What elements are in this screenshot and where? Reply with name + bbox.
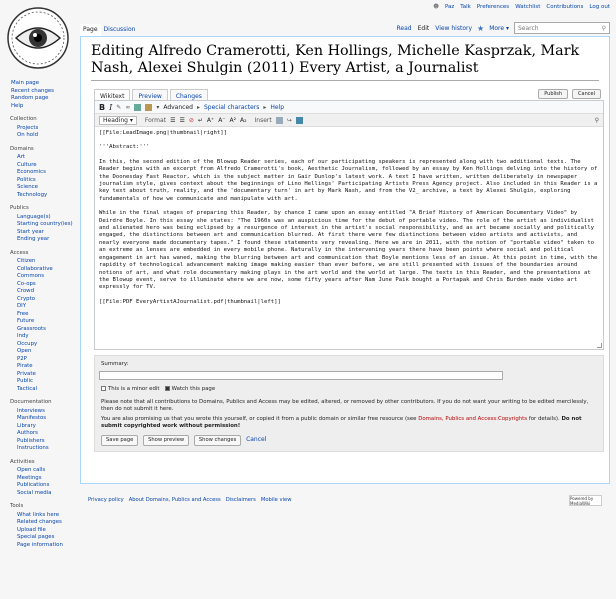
chevron-down-icon: ▾	[156, 103, 160, 111]
advanced-menu[interactable]: Advanced	[163, 103, 193, 111]
resize-grip[interactable]	[597, 343, 602, 348]
cancel-top-button[interactable]: Cancel	[572, 89, 601, 99]
talk-link[interactable]: Talk	[460, 4, 471, 10]
toolbar-advanced	[95, 114, 603, 127]
reference-icon[interactable]	[145, 104, 152, 111]
edit-buttons	[101, 435, 599, 446]
sidebar-section	[0, 250, 80, 394]
sidebar-heading: Access	[10, 249, 29, 256]
search-icon[interactable]: ⚲	[601, 24, 606, 32]
text-paragraph: While in the final stages of preparing this Reader, by chance I came upon an essay entitled "A Brief History of American Documentary Video" by Deirdre Boyle. In this essay she states: "The 1960s was an auspicious time for the debut of portable video. The role of the artist as individualist and alienated hero was being eclipsed by a resurgence of interest in the artist's social responsibility, and as art became socially and politically engaged, the distinctions between art and communication blurred. At first there were few distinctions between video artists and activists, and nearly everyone made documentary tapes." I found these statements very revealing. Here we are in 2011, with the notion of "portable video" taken to an extreme as lenses are embedded in every mobile phone. Naturally in the intervening years there have been points where social and political engagement in art has waned, making the blurring between art and communication that Boyle mentions less of an issue. At this point in time, with the rapidity of technological advancement making image making easier than ever before, we are still presented with issues of the boundaries around notions of art, and what role documentary making plays in the art world and the world at large. The texts in this Reader, and the presentations at the Blowup event, serve to illuminate where we are now, some fifty years after Nam June Paik bought a Portapak and Chris Burden made video art expressly for TV.	[99, 210, 601, 291]
sidebar-item[interactable]: Interviews	[17, 407, 45, 414]
format-label: Format	[144, 116, 167, 124]
wikitext-textarea[interactable]	[95, 127, 603, 349]
cancel-link[interactable]: Cancel	[246, 436, 267, 443]
sidebar-item[interactable]: P2P	[17, 355, 27, 362]
superscript-icon[interactable]: A²	[229, 116, 236, 124]
sidebar-item[interactable]: Future	[17, 318, 35, 324]
save-button[interactable]: Save page	[101, 435, 138, 446]
text-line: '''Abstract:'''	[99, 144, 150, 151]
sidebar-item[interactable]: Occupy	[17, 340, 38, 347]
search-placeholder: Search	[518, 24, 539, 32]
sidebar-item[interactable]: Manifestos	[17, 415, 47, 421]
sidebar-item[interactable]: Co-ops	[17, 280, 36, 287]
sidebar-item[interactable]: Pirate	[17, 363, 33, 369]
table-icon[interactable]	[296, 117, 303, 124]
sidebar-navigation	[0, 80, 80, 110]
sidebar-item[interactable]: Random page	[11, 95, 49, 101]
namespace-tabs	[80, 24, 138, 36]
image-icon[interactable]	[134, 104, 141, 111]
sidebar-heading: Domains	[10, 145, 34, 152]
more-label: More	[489, 24, 505, 32]
sidebar-item[interactable]: Starting country(ies)	[17, 221, 73, 227]
summary-label: Summary:	[101, 361, 129, 367]
chevron-right-icon: ▸	[196, 103, 200, 111]
site-logo[interactable]	[6, 6, 70, 70]
chevron-down-icon: ▾	[129, 116, 133, 124]
sidebar-item[interactable]: Economics	[17, 169, 46, 175]
content-area	[80, 36, 610, 484]
sidebar-section	[0, 503, 80, 549]
mobile-view-link[interactable]: Mobile view	[260, 497, 292, 503]
watch-star-icon[interactable]: ★	[477, 23, 485, 33]
sidebar-item[interactable]: What links here	[17, 511, 60, 518]
powered-by-badge[interactable]: Powered by MediaWiki	[569, 495, 602, 506]
sidebar-item[interactable]: Grassroots	[17, 325, 46, 332]
sidebar-item[interactable]: Citizen	[17, 258, 36, 264]
tab-page[interactable]: Page	[80, 24, 101, 36]
watchlist-link[interactable]: Watchlist	[515, 4, 541, 10]
sidebar-item[interactable]: Start year	[17, 228, 44, 235]
show-changes-button[interactable]: Show changes	[194, 435, 241, 446]
logout-link[interactable]: Log out	[589, 4, 610, 10]
disclaimers-link[interactable]: Disclaimers	[225, 497, 256, 503]
gallery-icon[interactable]	[276, 117, 283, 124]
copyright-notice	[101, 416, 599, 430]
edit-options	[94, 355, 604, 452]
chevron-right-icon: ▸	[263, 103, 267, 111]
watch-page-label: Watch this page	[171, 386, 216, 392]
sidebar-item[interactable]: Crypto	[17, 295, 36, 302]
sidebar-section	[0, 146, 80, 200]
tab-edit[interactable]: Edit	[417, 24, 430, 32]
minor-edit-checkbox[interactable]	[101, 386, 106, 391]
sidebar-item[interactable]: Main page	[11, 80, 40, 86]
view-tabs	[396, 22, 610, 34]
personal-tools	[433, 4, 610, 10]
heading-label: Heading	[103, 116, 128, 124]
sidebar-item[interactable]: Open calls	[17, 467, 46, 473]
bold-icon[interactable]: B	[99, 102, 106, 112]
tab-read[interactable]: Read	[396, 24, 412, 32]
footer-links	[88, 497, 291, 503]
sidebar-item[interactable]: Public	[17, 378, 33, 384]
copyright-warning: Do not submit copyrighted work without permission!	[101, 416, 582, 429]
text-paragraph: In this, the second edition of the Blowup Reader series, each of our participating speakers is represented along with two additional texts. The Reader begins with an excerpt from Alfredo Cramerotti's book, Aesthetic Journalism, followed by an essay by Ken Hollings delving into the history of the Doonesday Fast Reactor, which is the subject matter in Gair Dunlop's latest work. A text I have written, written deliberately in newspaper journalism style, gives context about the beginnings of Lino Hellings' Participating Artists Press Agency project. Also included in this Reader is a key text about truth, reality, and the 'documentary turn' in art by Mark Nash, and from the V2_ archive, a text by Alexei Shulgin, exploring fundamentals of how we communicate and manipulate with art.	[99, 158, 601, 202]
sidebar-heading: Collection	[10, 116, 37, 122]
edit-notice: Please note that all contributions to Domains, Publics and Access may be edited, altered, or removed by other contributors. If you do not want your writing to be edited mercilessly, then do not submit it here.	[101, 399, 589, 412]
checkbox-row	[101, 386, 599, 393]
sidebar-item[interactable]: Culture	[17, 161, 37, 168]
special-characters-menu[interactable]: Special characters	[203, 103, 260, 111]
sidebar-item[interactable]: Ending year	[17, 236, 50, 242]
sidebar-item[interactable]: Politics	[17, 176, 36, 183]
search-input[interactable]	[514, 22, 610, 34]
sidebar-item[interactable]: Private	[17, 370, 36, 377]
sidebar-item[interactable]: Projects	[17, 124, 39, 131]
numbered-list-icon[interactable]: ☰	[179, 116, 185, 124]
sidebar-item[interactable]: Library	[17, 422, 36, 429]
link-icon[interactable]: ∞	[125, 103, 131, 111]
sidebar-item[interactable]: Collaborative	[17, 265, 53, 272]
toolbar-main	[95, 101, 603, 114]
tab-changes[interactable]: Changes	[170, 89, 208, 103]
sidebar-item[interactable]: On hold	[17, 132, 39, 138]
title-divider	[91, 80, 599, 81]
sidebar-section	[0, 459, 80, 498]
show-preview-button[interactable]: Show preview	[143, 435, 189, 446]
sidebar-item[interactable]: Free	[17, 310, 29, 317]
sidebar-item[interactable]: Authors	[17, 430, 38, 436]
tab-more[interactable]	[488, 23, 510, 34]
sidebar-item[interactable]: Instructions	[17, 445, 49, 451]
sidebar-item[interactable]: Crowd	[17, 288, 34, 294]
search-replace-icon[interactable]: ⚲	[594, 116, 599, 124]
copyrights-link[interactable]: Domains, Publics and Access:Copyrights	[418, 416, 528, 422]
publish-button[interactable]: Publish	[538, 89, 568, 99]
tab-preview[interactable]: Preview	[132, 89, 167, 103]
user-icon: ☻	[433, 4, 439, 10]
tab-view-history[interactable]: View history	[435, 24, 473, 32]
sidebar-item[interactable]: Recent changes	[11, 87, 54, 94]
signature-icon[interactable]: ✎	[116, 103, 122, 111]
sidebar-item[interactable]: Technology	[17, 191, 48, 198]
sidebar-section	[0, 399, 80, 453]
sidebar-item[interactable]: Publications	[17, 482, 50, 488]
insert-label: Insert	[254, 116, 272, 124]
preferences-link[interactable]: Preferences	[476, 4, 510, 10]
tab-discussion[interactable]: Discussion	[103, 26, 136, 33]
sidebar-heading: Tools	[10, 503, 24, 509]
help-menu[interactable]: Help	[270, 103, 285, 111]
sidebar-heading: Publics	[10, 205, 29, 211]
sidebar-item[interactable]: Meetings	[17, 474, 42, 481]
sidebar-item[interactable]: DIY	[17, 303, 27, 309]
sidebar-item[interactable]: Publishers	[17, 437, 45, 444]
sidebar-section	[0, 116, 80, 140]
publish-buttons	[538, 89, 601, 99]
sidebar-item[interactable]: Upload file	[17, 526, 46, 533]
redirect-icon[interactable]: ↪	[286, 116, 292, 124]
sidebar-heading: Activities	[10, 458, 35, 465]
text-line: [[File:PDF EveryArtistAJournalist.pdf|thumbnail|left]]	[99, 298, 281, 305]
sidebar-item[interactable]: Social media	[17, 489, 52, 496]
sidebar-item[interactable]: Art	[17, 154, 26, 160]
bulleted-list-icon[interactable]: ☰	[170, 116, 176, 124]
contributions-link[interactable]: Contributions	[546, 4, 584, 10]
big-text-icon[interactable]: A⁺	[206, 116, 215, 124]
privacy-link[interactable]: Privacy policy	[88, 497, 124, 503]
sidebar-item[interactable]: Language(s)	[17, 213, 51, 220]
page-title: Editing Alfredo Cramerotti, Ken Hollings, Michelle Kasprzak, Mark Nash, Alexei Shulgin (2011) Every Artist, a Journalist	[91, 43, 580, 76]
small-text-icon[interactable]: A⁻	[218, 116, 226, 124]
sidebar-item[interactable]: Science	[17, 184, 38, 190]
sidebar-section	[0, 205, 80, 244]
sidebar-item[interactable]: Related changes	[17, 519, 62, 525]
sidebar-item[interactable]: Page information	[17, 541, 63, 548]
subscript-icon[interactable]: A₂	[239, 116, 247, 124]
text-line: [[File:LeadImage.png|thumbnail|right]]	[99, 130, 227, 136]
copyright-text: for details).	[527, 416, 562, 422]
italic-icon[interactable]: I	[109, 102, 113, 112]
sidebar-heading: Documentation	[10, 399, 52, 405]
about-link[interactable]: About Domains, Publics and Access	[128, 497, 221, 503]
tab-wikitext[interactable]: Wikitext	[94, 89, 130, 103]
sidebar-item[interactable]: Commons	[17, 273, 45, 279]
sidebar-item[interactable]: Tactical	[17, 385, 38, 392]
sidebar-item[interactable]: Open	[17, 348, 32, 354]
user-link[interactable]: Paz	[444, 4, 455, 10]
heading-dropdown[interactable]	[99, 116, 137, 125]
chevron-down-icon: ▾	[505, 24, 509, 32]
wikitext-editor	[94, 100, 604, 350]
nowiki-icon[interactable]: ⊘	[188, 116, 194, 124]
newline-icon[interactable]: ↵	[197, 116, 203, 124]
sidebar	[0, 80, 80, 555]
copyright-text: You are also promising us that you wrote this yourself, or copied it from a public domain or similar free resource (see	[101, 416, 419, 422]
sidebar-item[interactable]: Special pages	[17, 534, 55, 540]
watch-page-checkbox[interactable]	[165, 386, 170, 391]
sidebar-item[interactable]: Help	[11, 102, 24, 109]
sidebar-item[interactable]: Indy	[17, 333, 29, 339]
minor-edit-label: This is a minor edit	[108, 386, 160, 392]
summary-input[interactable]	[99, 371, 503, 380]
